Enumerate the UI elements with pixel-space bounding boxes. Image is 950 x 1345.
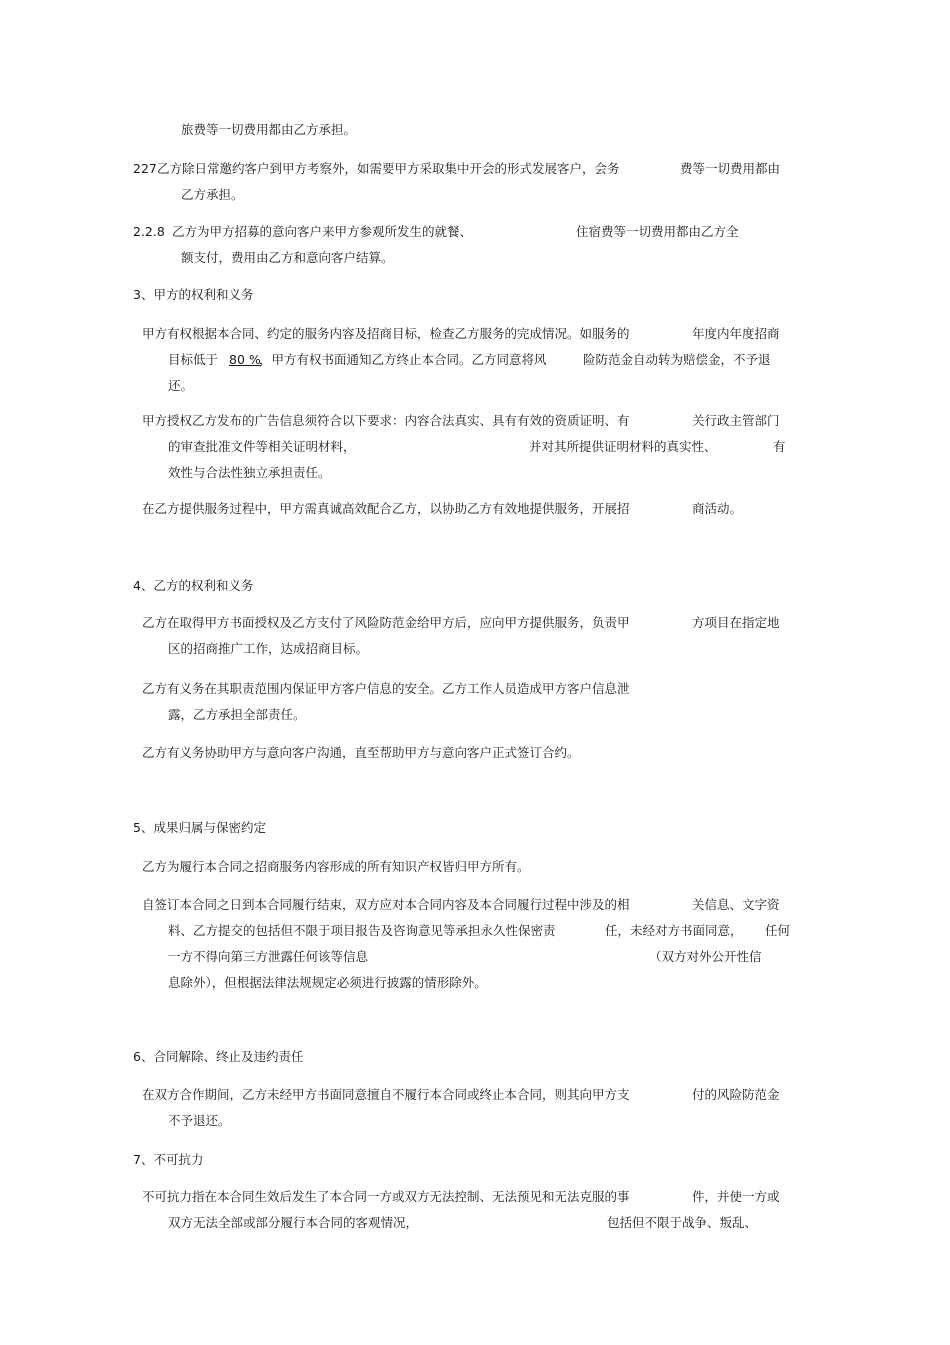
section-3-heading: 3、甲方的权利和义务	[133, 287, 254, 302]
clause-227-line2: 乙方承担。	[181, 187, 244, 202]
clause-228-line1-b: 住宿费等一切费用都由乙方全	[576, 224, 739, 239]
section-3-p3-line1-a: 在乙方提供服务过程中，甲方需真诚高效配合乙方，以协助乙方有效地提供服务，开展招	[142, 501, 630, 516]
section-5-heading: 5、成果归属与保密约定	[133, 820, 266, 835]
section-3-p1-line1-b: 年度内年度招商	[692, 326, 780, 341]
clause-228-line2: 额支付，费用由乙方和意向客户结算。	[181, 250, 394, 265]
section-7-p1-line2-a: 双方无法全部或部分履行本合同的客观情况，	[168, 1215, 419, 1230]
section-3-p2-line2-b: 并对其所提供证明材料的真实性、	[529, 439, 717, 454]
section-5-p2-line2-c: 任何	[765, 923, 791, 938]
section-5-p2-line2-a: 料、乙方提交的包括但不限于项目报告及咨询意见等承担永久性保密责	[168, 923, 556, 938]
section-4-p2-line2: 露，乙方承担全部责任。	[168, 707, 306, 722]
section-5-p2-line1-a: 自签订本合同之日到本合同履行结束，双方应对本合同内容及本合同履行过程中涉及的相	[142, 897, 630, 912]
section-4-p3-line1: 乙方有义务协助甲方与意向客户沟通，直至帮助甲方与意向客户正式签订合约。	[142, 745, 580, 760]
section-3-p1-line2-b: ，甲方有权书面通知乙方终止本合同。乙方同意将风	[259, 352, 547, 367]
section-6-heading: 6、合同解除、终止及违约责任	[133, 1049, 304, 1064]
section-3-p1-line2-a: 目标低于	[168, 352, 219, 367]
clause-228-number: 2.2.8	[133, 224, 165, 239]
section-5-p2-line2-b: 任，未经对方书面同意，	[605, 923, 743, 938]
clause-227-number: 227	[133, 161, 157, 176]
section-4-p1-line1-a: 乙方在取得甲方书面授权及乙方支付了风险防范金给甲方后，应向甲方提供服务，负责甲	[142, 615, 630, 630]
section-4-p1-line2: 区的招商推广工作，达成招商目标。	[168, 641, 369, 656]
section-7-p1-line1-a: 不可抗力指在本合同生效后发生了本合同一方或双方无法控制、无法预见和无法克服的事	[142, 1189, 630, 1204]
section-6-p1-line1-b: 付的风险防范金	[692, 1087, 780, 1102]
section-5-p2-line3-a: 一方不得向第三方泄露任何该等信息	[168, 949, 369, 964]
section-3-p2-line1-b: 关行政主管部门	[692, 413, 780, 428]
section-5-p2-line4: 息除外），但根据法律法规规定必须进行披露的情形除外。	[168, 975, 487, 990]
section-3-p2-line1-a: 甲方授权乙方发布的广告信息须符合以下要求：内容合法真实、具有有效的资质证明、有	[142, 413, 630, 428]
section-7-heading: 7、不可抗力	[133, 1152, 204, 1167]
section-5-p2-line1-b: 关信息、文字资	[692, 897, 780, 912]
section-6-p1-line1-a: 在双方合作期间，乙方未经甲方书面同意擅自不履行本合同或终止本合同，则其向甲方支	[142, 1087, 630, 1102]
section-3-p3-line1-b: 商活动。	[692, 501, 743, 516]
section-4-heading: 4、乙方的权利和义务	[133, 578, 254, 593]
section-3-p1-line1-a: 甲方有权根据本合同、约定的服务内容及招商目标，检查乙方服务的完成情况。如服务的	[142, 326, 630, 341]
clause-228-line1-a: 乙方为甲方招募的意向客户来甲方参观所发生的就餐、	[172, 224, 473, 239]
section-3-p1-percentage: 80 %	[229, 352, 261, 367]
section-3-p2-line2-a: 的审查批准文件等相关证明材料，	[168, 439, 356, 454]
section-4-p2-line1: 乙方有义务在其职责范围内保证甲方客户信息的安全。乙方工作人员造成甲方客户信息泄	[142, 681, 630, 696]
section-3-p2-line3: 效性与合法性独立承担责任。	[168, 465, 331, 480]
section-6-p1-line2: 不予退还。	[168, 1113, 231, 1128]
section-7-p1-line1-b: 件，并使一方或	[692, 1189, 780, 1204]
clause-227-line1-b: 费等一切费用都由	[680, 161, 781, 176]
section-3-p1-line3: 还。	[168, 378, 194, 393]
section-3-p2-line2-c: 有	[773, 439, 786, 454]
clause-227-line1-a: 乙方除日常邀约客户到甲方考察外，如需要甲方采取集中开会的形式发展客户，会务	[157, 161, 620, 176]
section-7-p1-line2-b: 包括但不限于战争、叛乱、	[607, 1215, 758, 1230]
section-4-p1-line1-b: 方项目在指定地	[692, 615, 780, 630]
section-5-p2-line3-b: （双方对外公开性信	[649, 949, 762, 964]
clause-226-tail: 旅费等一切费用都由乙方承担。	[181, 122, 357, 137]
section-3-p1-line2-c: 险防范金自动转为赔偿金，不予退	[583, 352, 771, 367]
section-5-p1-line1: 乙方为履行本合同之招商服务内容形成的所有知识产权皆归甲方所有。	[142, 859, 530, 874]
